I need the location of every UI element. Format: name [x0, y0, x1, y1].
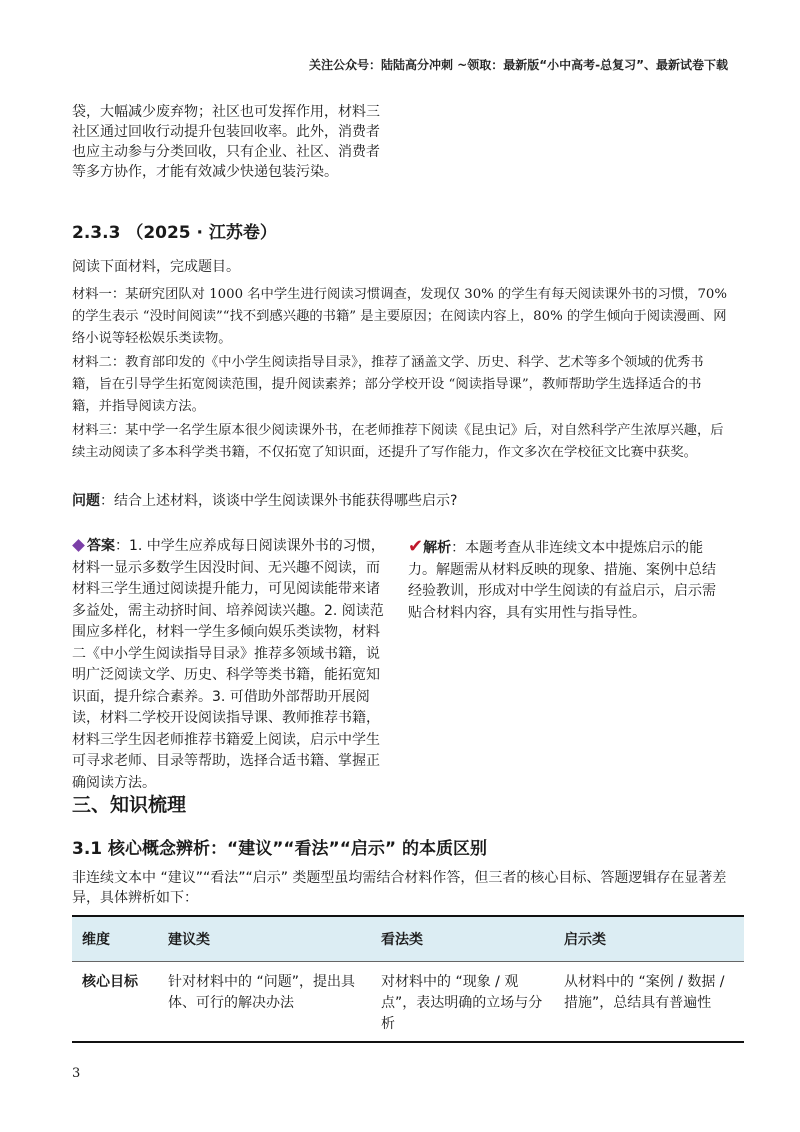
comparison-table [72, 915, 744, 1043]
check-icon: ✔ [408, 536, 424, 557]
answer-label: 答案 [87, 538, 115, 554]
table-cell: 核心目标 [72, 962, 158, 1043]
knowledge-intro: 非连续文本中 “建议”“看法”“启示” 类题型虽均需结合材料作答，但三者的核心目标、答题逻辑存在显著差异，具体辨析如下： [72, 870, 727, 906]
question-label: 问题 [72, 493, 100, 509]
table-header-cell: 维度 [72, 916, 158, 962]
answer-block [72, 536, 390, 794]
diamond-icon [72, 539, 85, 552]
analysis-text: ：本题考查从非连续文本中提炼启示的能力。解题需从材料反映的现象、措施、案例中总结经验教训，形成对中学生阅读的有益启示，启示需贴合材料内容，具有实用性与指导性。 [408, 540, 716, 621]
table-cell: 从材料中的 “案例 / 数据 / 措施”，总结具有普遍性 [554, 962, 744, 1043]
page-number: 3 [72, 1066, 81, 1081]
analysis-label: 解析 [423, 540, 452, 556]
material-two: 材料二：教育部印发的《中小学生阅读指导目录》，推荐了涵盖文学、历史、科学、艺术等多个领域的优秀书籍，旨在引导学生拓宽阅读范围，提升阅读素养；部分学校开设 “阅读指导课”，教师帮助学生选择适合的书籍，并指导阅读方法。 [72, 355, 704, 414]
table-row [72, 962, 744, 1043]
answer-text: ：1. 中学生应养成每日阅读课外书的习惯，材料一显示多数学生因没时间、无兴趣不阅读，而材料三学生通过阅读提升能力，可见阅读能带来诸多益处，需主动挤时间、培养阅读兴趣。2. 阅读范围应多样化，材料一学生多倾向娱乐类读物，材料二《中小学生阅读指导目录》推荐多领域书籍，说明广泛阅读文学、历史、科学等类书籍，能拓宽知识面，提升综合素养。3. 可借助外部帮助开展阅读，材料二学校开设阅读指导课、教师推荐书籍，材料三学生因老师推荐书籍爱上阅读，启示中学生可寻求老师、目录等帮助，选择合适书籍、掌握正确阅读方法。 [72, 538, 385, 791]
table-cell: 针对材料中的 “问题”，提出具体、可行的解决办法 [158, 962, 371, 1043]
table-header-cell: 看法类 [371, 916, 554, 962]
section-title: 2.3.3 （2025 · 江苏卷） [72, 223, 277, 243]
knowledge-subheading: 3.1 核心概念辨析：“建议”“看法”“启示” 的本质区别 [72, 839, 487, 859]
table-header-row [72, 916, 744, 962]
continued-paragraph: 袋，大幅减少废弃物；社区也可发挥作用，材料三社区通过回收行动提升包装回收率。此外，消费者也应主动参与分类回收，只有企业、社区、消费者等多方协作，才能有效减少快递包装污染。 [72, 104, 380, 180]
instruction-text: 阅读下面材料，完成题目。 [72, 259, 240, 275]
table-cell: 对材料中的 “现象 / 观点”，表达明确的立场与分析 [371, 962, 554, 1043]
analysis-block [408, 536, 728, 624]
table-header-cell: 启示类 [554, 916, 744, 962]
knowledge-heading: 三、知识梳理 [72, 794, 187, 816]
table-header-cell: 建议类 [158, 916, 371, 962]
material-three: 材料三：某中学一名学生原本很少阅读课外书，在老师推荐下阅读《昆虫记》后，对自然科学产生浓厚兴趣，后续主动阅读了多本科学类书籍，不仅拓宽了知识面，还提升了写作能力，作文多次在学校征文比赛中获奖。 [72, 423, 724, 460]
question-text: ：结合上述材料，谈谈中学生阅读课外书能获得哪些启示? [100, 493, 458, 509]
material-one: 材料一：某研究团队对 1000 名中学生进行阅读习惯调查，发现仅 30% 的学生有每天阅读课外书的习惯，70% 的学生表示 “没时间阅读”“找不到感兴趣的书籍” 是主要原因；在阅读内容上，80% 的学生倾向于阅读漫画、网络小说等轻松娱乐类读物。 [72, 287, 728, 346]
question [72, 490, 728, 512]
page-header: 关注公众号：陆陆高分冲刺 ~领取：最新版“小中高考-总复习”、最新试卷下载 [309, 58, 728, 72]
